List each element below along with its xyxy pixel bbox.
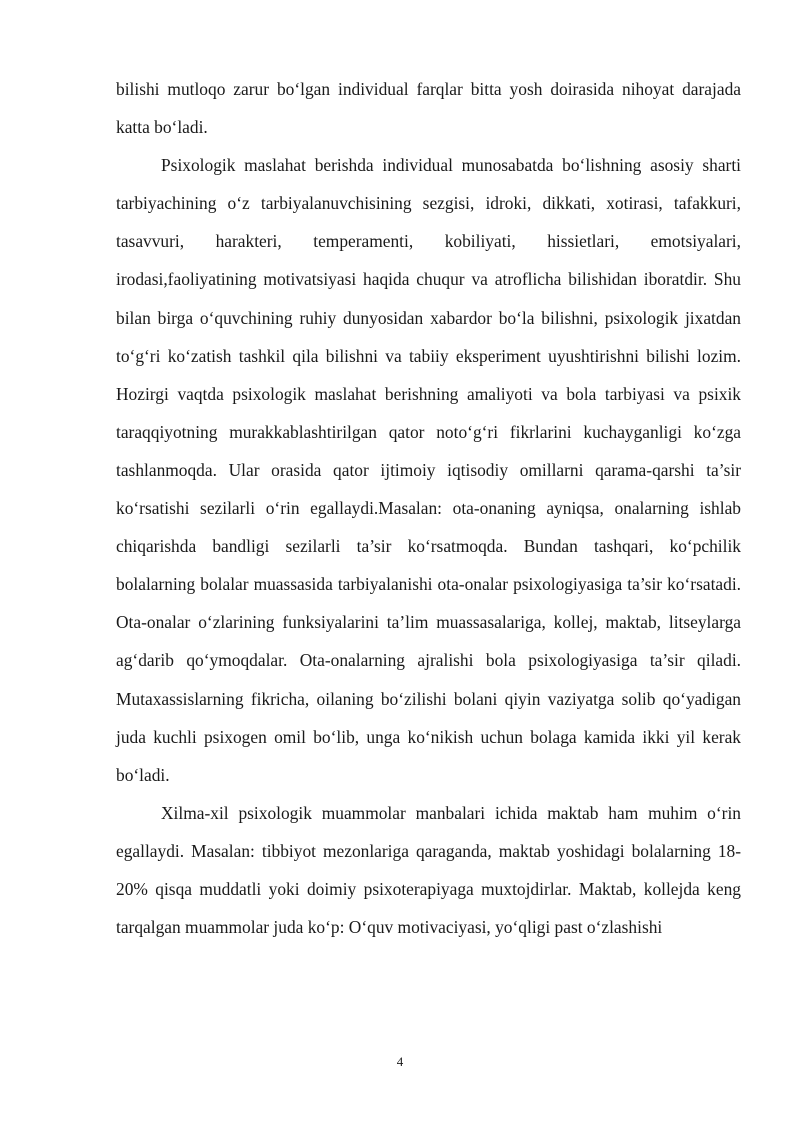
body-text [116,70,741,946]
paragraph-continuation: bilishi mutloqo zarur bo‘lgan individual farqlar bitta yosh doirasida nihoyat darajada katta bo‘ladi. [116,79,741,138]
paragraph-individual-approach: Psixologik maslahat berishda individual munosabatda bo‘lishning asosiy sharti tarbiyachining o‘z tarbiyalanuvchisining sezgisi, idroki, dikkati, xotirasi, tafakkuri, tasavvuri, harakteri, temperamenti, kobiliyati, hissietlari, emotsiyalari, irodasi,faoliyatining motivatsiyasi haqida chuqur va atroflicha bilishidan iboratdir. Shu bilan birga o‘quvchining ruhiy dunyosidan xabardor bo‘la bilishni, psixologik jixatdan to‘g‘ri ko‘zatish tashkil qila bilishni va tabiiy eksperiment uyushtirishni bilishi lozim. Hozirgi vaqtda psixologik maslahat berishning amaliyoti va bola tarbiyasi va psixik taraqqiyotning murakkablashtirilgan qator noto‘g‘ri fikrlarini kuchayganligi ko‘zga tashlanmoqda. Ular orasida qator ijtimoiy iqtisodiy omillarni qarama-qarshi ta’sir ko‘rsatishi sezilarli o‘rin egallaydi.Masalan: ota-onaning ayniqsa, onalarning ishlab chiqarishda bandligi sezilarli ta’sir ko‘rsatmoqda. Bundan tashqari, ko‘pchilik bolalarning bolalar muassasida tarbiyalanishi ota-onalar psixologiyasiga ta’sir ko‘rsatadi. Ota-onalar o‘zlarining funksiyalarini ta’lim muassasalariga, kollej, maktab, litseylarga ag‘darib qo‘ymoqdalar. Ota-onalarning ajralishi bola psixologiyasiga ta’sir qiladi. Mutaxassislarning fikricha, oilaning bo‘zilishi bolani qiyin vaziyatga solib qo‘yadigan juda kuchli psixogen omil bo‘lib, unga ko‘nikish uchun bolaga kamida ikki yil kerak bo‘ladi. [116,155,741,785]
page-number: 4 [396,1054,404,1069]
paragraph-school-problems: Xilma-xil psixologik muammolar manbalari ichida maktab ham muhim o‘rin egallaydi. Masalan: tibbiyot mezonlariga qaraganda, maktab yoshidagi bolalarning 18-20% qisqa muddatli yoki doimiy psixoterapiyaga muxtojdirlar. Maktab, kollejda keng tarqalgan muammolar juda ko‘p: O‘quv motivaciyasi, yo‘qligi past o‘zlashishi [116,802,741,938]
